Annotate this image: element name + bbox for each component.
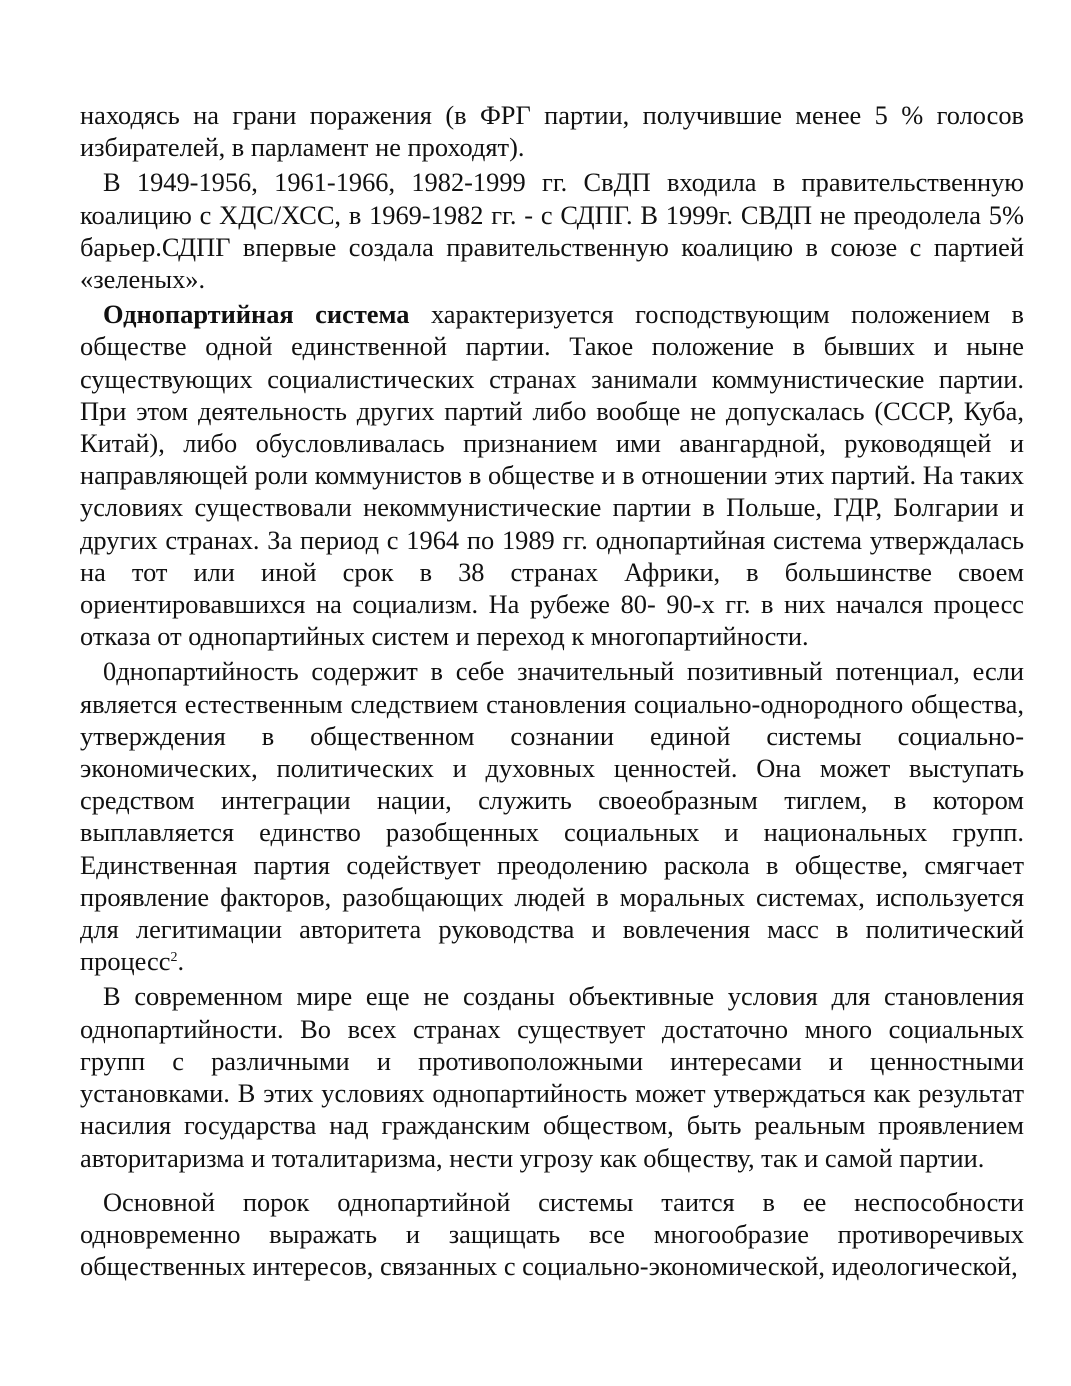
paragraph-text: В 1949-1956, 1961-1966, 1982-1999 гг. СвДП входила в правительственную коалицию с ХДС/ХСС, в 1969-1982 гг. - с СДПГ. В 1999г. СВДП не преодолела 5% барьер.СДПГ впервые создала правительственную коалицию в союзе с партией «зеленых».	[80, 167, 1024, 295]
paragraph-text: Основной порок однопартийной системы таится в ее неспособности одновременно выражать и защищать все многообразие противоречивых общественных интересов, связанных с социально-экономической, идеологической,	[80, 1186, 1024, 1282]
paragraph-text: находясь на грани поражения (в ФРГ партии, получившие менее 5 % голосов избирателей, в парламент не проходят).	[80, 100, 1024, 163]
document-page	[80, 99, 1024, 1282]
paragraph-text: 0днопартийность содержит в себе значительный позитивный потенциал, если является естественным следствием становления социально-однородного общества, утверждения в общественном сознании единой системы социально-экономических, политических и духовных ценностей. Она может выступать средством интеграции нации, служить своеобразным тиглем, в котором выплавляется единство разобщенных социальных и национальных групп. Единственная партия содействует преодолению раскола в обществе, смягчает проявление факторов, разобщающих людей в моральных системах, используется для легитимации авторитета руководства и вовлечения масс в политический процесс	[80, 656, 1024, 977]
paragraph-modern-world	[80, 980, 1024, 1173]
paragraph-fdp-coalitions	[80, 166, 1024, 295]
paragraph-end-punctuation: .	[177, 946, 185, 977]
paragraph-continuation	[80, 99, 1024, 163]
paragraph-text: характеризуется господствующим положением в обществе одной единственной партии. Такое положение в бывших и ныне существующих социалистических странах занимали коммунистические партии. При этом деятельность других партий либо вообще не допускалась (СССР, Куба, Китай), либо обусловливалась признанием ими авангардной, руководящей и направляющей роли коммунистов в обществе и в отношении этих партий. На таких условиях существовали некоммунистические партии в Польше, ГДР, Болгарии и других странах. За период с 1964 по 1989 гг. однопартийная система утверждалась на тот или иной срок в 38 странах Африки, в большинстве своем ориентировавшихся на социализм. На рубеже 80- 90-х гг. в них начался процесс отказа от однопартийных систем и переход к многопартийности.	[80, 299, 1024, 652]
paragraph-text: В современном мире еще не созданы объективные условия для становления однопартийности. Во всех странах существует достаточно много социальных групп с различными и противоположными интересами и ценностными установками. В этих условиях однопартийность может утверждаться как результат насилия государства над гражданским обществом, быть реальным проявлением авторитаризма и тоталитаризма, нести угрозу как обществу, так и самой партии.	[80, 981, 1024, 1173]
paragraph-main-flaw	[80, 1186, 1024, 1283]
paragraph-one-party-potential	[80, 655, 1024, 977]
term-heading: Однопартийная система	[103, 299, 410, 330]
paragraph-one-party-system	[80, 298, 1024, 652]
footnote-marker: 2	[170, 950, 178, 966]
